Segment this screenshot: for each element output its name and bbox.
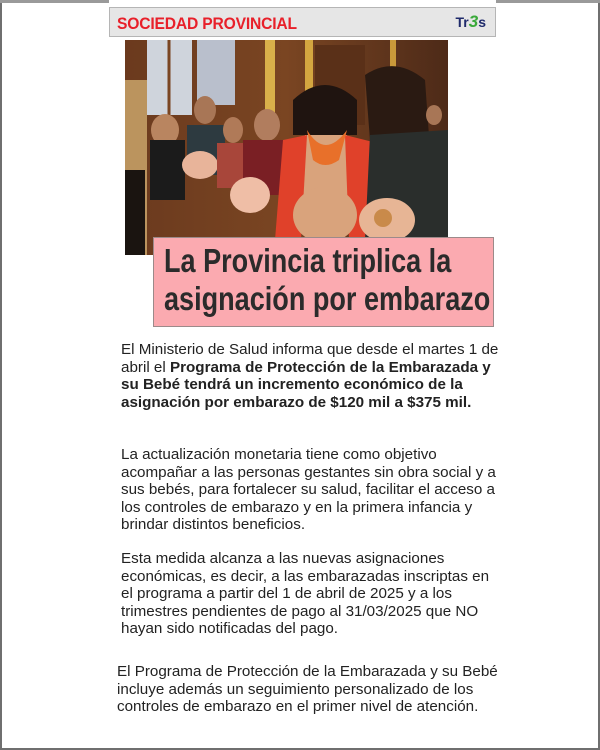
headline-box [153,237,494,327]
section-title: SOCIEDAD PROVINCIAL [117,14,297,33]
headline-line-2: asignación por embarazo [164,280,491,317]
frame-top-border-left [0,0,109,3]
headline [164,242,492,318]
logo-prefix: Tr [455,14,469,30]
logo-digit: 3 [468,12,479,31]
article-paragraph-4: El Programa de Protección de la Embarazada y su Bebé incluye además un seguimiento personalizado de los controles de embarazo en el primer nivel de atención. [117,663,498,715]
article-paragraph-1 [121,341,501,411]
article-paragraph-2: La actualización monetaria tiene como objetivo acompañar a las personas gestantes sin obra social y a sus bebés, para fortalecer su salud, facilitar el acceso a los controles de embarazo y en la primera infancia y brindar distintos beneficios. [121,446,496,533]
paragraph-1-bold-text: Programa de Protección de la Embarazada y su Bebé tendrá un incremento económico de la asignación por embarazo de $120 mil a $375 mil. [121,358,491,411]
frame-top-border-right [496,0,600,3]
article-photo [125,40,448,255]
section-header [109,7,496,37]
article-paragraph-3: Esta medida alcanza a las nuevas asignaciones económicas, es decir, a las embarazadas inscriptas en el programa a partir del 1 de abril de 2025 y a los trimestres pendientes de pago al 31/03/2025 que NO hayan sido notificadas del pago. [121,550,490,637]
paragraph-1-text: El Ministerio de Salud informa que desde el martes 1 de abril el [121,341,499,376]
logo-suffix: s [478,14,486,30]
photo-icon [125,40,448,255]
headline-line-1: La Provincia triplica la [164,242,452,279]
tr3s-logo [456,12,487,32]
